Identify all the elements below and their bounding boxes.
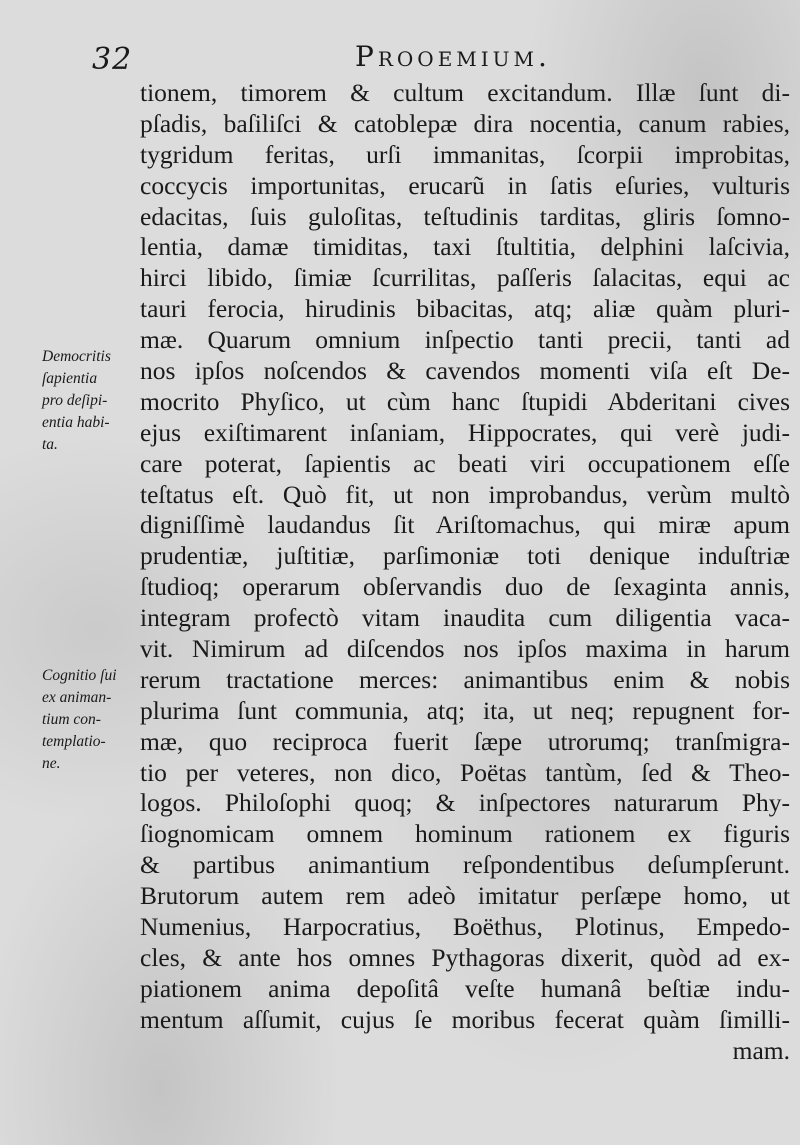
text-line: edacitas, ſuis guloſitas, teſtudinis tarditas, gliris ſomno- [140, 201, 790, 231]
text-line: ſtudioq; operarum obſervandis duo de ſexaginta annis, [140, 572, 790, 602]
marginal-note-line: pro deſipi- [42, 392, 108, 409]
text-line: vit. Nimirum ad diſcendos nos ipſos maxima in harum [140, 634, 790, 664]
text-line: hirci libido, ſimiæ ſcurrilitas, paſſeris ſalacitas, equi ac [140, 263, 790, 293]
marginal-note-line: ex animan- [42, 689, 112, 706]
marginal-note-line: entia habi- [42, 414, 110, 431]
marginal-note-line: ta. [42, 436, 58, 453]
marginal-note-line: ne. [42, 755, 61, 772]
text-line: rerum tractatione merces: animantibus enim & nobis [140, 664, 790, 694]
text-line: teſtatus eſt. Quò fit, ut non improbandus, verùm multò [140, 479, 790, 509]
text-line: nos ipſos noſcendos & cavendos momenti viſa eſt De- [140, 356, 790, 386]
marginal-note [42, 346, 142, 456]
running-head: Prooemium. [355, 40, 551, 73]
marginal-note-line: ſapientia [42, 370, 98, 387]
page-number: 32 [92, 42, 133, 77]
marginal-note-line: templatio- [42, 733, 106, 750]
marginal-note [42, 665, 142, 775]
text-line: coccycis importunitas, erucarũ in ſatis eſuries, vulturis [140, 170, 790, 200]
text-line: mentum aſſumit, cujus ſe moribus fecerat quàm ſimilli- [140, 1004, 790, 1034]
marginal-note-line: Democritis [42, 348, 111, 365]
marginal-note-line: Cognitio ſui [42, 667, 117, 684]
text-line: lentia, damæ timiditas, taxi ſtultitia, delphini laſcivia, [140, 232, 790, 262]
text-line: Brutorum autem rem adeò imitatur perſæpe homo, ut [140, 881, 790, 911]
text-line: digniſſimè laudandus ſit Ariſtomachus, qui miræ apum [140, 510, 790, 540]
text-line: mæ, quo reciproca fuerit ſæpe utrorumq; tranſmigra- [140, 726, 790, 756]
text-line: tio per veteres, non dico, Poëtas tantùm, ſed & Theo- [140, 757, 790, 787]
text-line: ejus exiſtimarent inſaniam, Hippocrates, qui verè judi- [140, 417, 790, 447]
text-line: mocrito Phyſico, ut cùm hanc ſtupidi Abderitani cives [140, 386, 790, 416]
text-line: tauri ferocia, hirudinis bibacitas, atq; aliæ quàm pluri- [140, 294, 790, 324]
text-line: mæ. Quarum omnium inſpectio tanti precii, tanti ad [140, 325, 790, 355]
text-line: tygridum feritas, urſi immanitas, ſcorpii improbitas, [140, 139, 790, 169]
text-line: cles, & ante hos omnes Pythagoras dixerit, quòd ad ex- [140, 942, 790, 972]
text-line: mam. [732, 1035, 790, 1065]
text-line: piationem anima depoſitâ veſte humanâ beſtiæ indu- [140, 973, 790, 1003]
text-line: pſadis, baſiliſci & catoblepæ dira nocentia, canum rabies, [140, 108, 790, 138]
text-line: prudentiæ, juſtitiæ, parſimoniæ toti denique induſtriæ [140, 541, 790, 571]
text-line: ſiognomicam omnem hominum rationem ex figuris [140, 819, 790, 849]
text-line: tionem, timorem & cultum excitandum. Illæ ſunt di- [140, 78, 790, 107]
body-text [140, 78, 790, 1067]
text-line: Numenius, Harpocratius, Boëthus, Plotinus, Empedo- [140, 912, 790, 942]
text-line: care poterat, ſapientis ac beati viri occupationem eſſe [140, 448, 790, 478]
text-line: logos. Philoſophi quoq; & inſpectores naturarum Phy- [140, 788, 790, 818]
marginal-note-line: tium con- [42, 711, 101, 728]
text-line: plurima ſunt communia, atq; ita, ut neq; repugnent for- [140, 695, 790, 725]
text-line: integram profectò vitam inaudita cum diligentia vaca- [140, 603, 790, 633]
text-line: & partibus animantium reſpondentibus deſumpſerunt. [140, 850, 790, 880]
